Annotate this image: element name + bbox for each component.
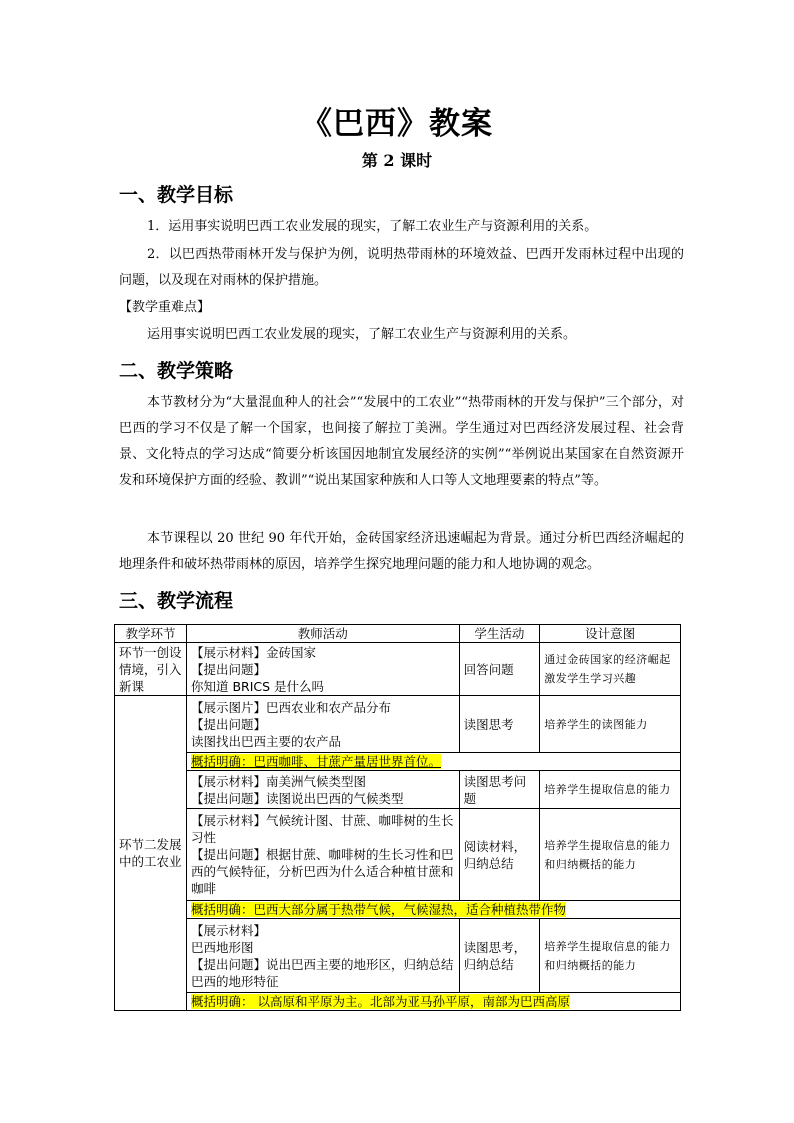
teacher-line: 【提出问题】根据甘蔗、咖啡树的生长习性和巴西的气候特征，分析巴西为什么适合种植甘蔗和咖啡 [190,847,454,896]
design-intent-cell: 培养学生提取信息的能力和归纳概括的能力 [540,919,681,993]
teacher-line: 【展示图片】巴西农业和农产品分布 [190,699,391,715]
student-activity-cell: 回答问题 [459,643,540,696]
summary-row [115,993,681,1011]
student-activity-cell: 读图思考，归纳总结 [459,919,540,993]
design-intent-cell: 培养学生的读图能力 [540,696,681,753]
section-heading-flow: 三、教学流程 [119,590,234,612]
table-row [115,919,681,993]
stage-cell-1: 环节一创设情境，引入新课 [115,643,187,696]
header-stage: 教学环节 [115,625,187,643]
document-subtitle: 第 2 课时 [361,151,433,170]
design-intent-cell: 通过金砖国家的经济崛起激发学生学习兴趣 [540,643,681,696]
key-points-label: 【教学重难点】 [119,300,211,315]
goal-item-2: 2．以巴西热带雨林开发与保护为例，说明热带雨林的环境效益、巴西开发雨林过程中出现的问题，以及现在对雨林的保护措施。 [119,247,684,288]
summary-text: 概括明确：巴西大部分属于热带气候，气候湿热，适合种植热带作物 [190,902,566,917]
teaching-flow-table [114,624,681,1011]
header-intent: 设计意图 [540,625,681,643]
design-intent-cell: 培养学生提取信息的能力 [540,771,681,809]
table-row [115,809,681,901]
teacher-line: 【提出问题】 [190,716,266,732]
teacher-line: 【提出问题】读图说出巴西的气候类型 [190,790,404,806]
section-heading-goals: 一、教学目标 [119,184,234,206]
table-row [115,696,681,753]
summary-cell [186,753,680,771]
student-activity-cell: 读图思考 [459,696,540,753]
goal-item-1: 1．运用事实说明巴西工农业发展的现实，了解工农业生产与资源利用的关系。 [147,219,598,234]
teacher-line: 【提出问题】说出巴西主要的地形区，归纳总结巴西的地形特征 [190,956,454,989]
table-row [115,771,681,809]
teacher-line: 【展示材料】南美洲气候类型图 [190,773,366,789]
teacher-activity-cell [186,919,459,993]
teacher-line: 【展示材料】气候统计图、甘蔗、咖啡树的生长习性 [190,813,454,845]
design-intent-cell: 培养学生提取信息的能力和归纳概括的能力 [540,809,681,901]
header-teacher: 教师活动 [186,625,459,643]
teacher-activity-cell [186,696,459,753]
student-activity-cell: 阅读材料，归纳总结 [459,809,540,901]
header-student: 学生活动 [459,625,540,643]
table-header-row [115,625,681,643]
key-points-text: 运用事实说明巴西工农业发展的现实，了解工农业生产与资源利用的关系。 [147,327,577,342]
summary-cell [186,993,680,1011]
table-row [115,643,681,696]
strategy-paragraph-2: 本节课程以 20 世纪 90 年代开始，金砖国家经济迅速崛起为背景。通过分析巴西经济崛起的地理条件和破坏热带雨林的原因，培养学生探究地理问题的能力和人地协调的观念。 [119,531,684,572]
teacher-activity-cell [186,809,459,901]
teacher-line: 巴西地形图 [190,939,254,955]
teacher-line: 你知道 BRICS 是什么吗 [190,678,325,694]
teacher-line: 【提出问题】 [190,661,266,677]
summary-cell [186,901,680,919]
summary-row [115,753,681,771]
strategy-paragraph-1: 本节教材分为“大量混血种人的社会”“发展中的工农业”“热带雨林的开发与保护”三个部分，对巴西的学习不仅是了解一个国家，也间接了解拉丁美洲。学生通过对巴西经济发展过程、社会背景、文化特点的学习达成“简要分析该国因地制宜发展经济的实例”“举例说出某国家在自然资源开发和环境保护方面的经验、教训”“说出某国家种族和人口等人文地理要素的特点”等。 [119,395,684,488]
document-title: 《巴西》教案 [301,106,493,142]
summary-row [115,901,681,919]
teacher-line: 读图找出巴西主要的农产品 [190,733,341,749]
summary-text: 概括明确：巴西咖啡、甘蔗产量居世界首位。 [190,754,441,769]
section-heading-strategy: 二、教学策略 [119,360,234,382]
teacher-activity-cell [186,771,459,809]
teacher-line: 【展示材料】 [190,922,266,938]
teacher-line: 【展示材料】金砖国家 [190,644,316,660]
stage-cell-2: 环节二发展中的工农业 [115,696,187,1011]
summary-text: 概括明确： 以高原和平原为主。北部为亚马孙平原，南部为巴西高原 [190,994,570,1009]
student-activity-cell: 读图思考问题 [459,771,540,809]
teacher-activity-cell [186,643,459,696]
